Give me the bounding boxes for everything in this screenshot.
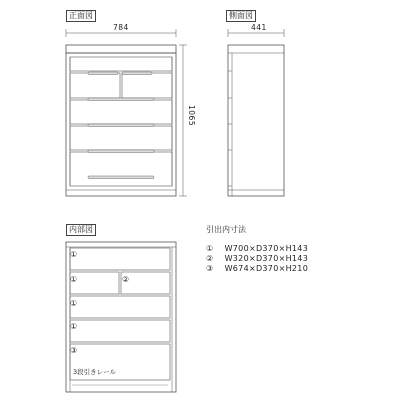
drawer-mark: ② [122, 275, 130, 284]
front-height-dimension: 1065 [187, 105, 196, 127]
drawer-spec-row [206, 256, 308, 275]
drawer-spec-mark: ② [206, 254, 214, 263]
front-width-dimension: 784 [113, 23, 129, 32]
drawer-spec-mark: ① [206, 244, 214, 253]
side-view-label: 側面図 [226, 10, 256, 22]
drawer-mark: ① [70, 275, 78, 284]
rail-note: 3段引きレール [73, 368, 117, 376]
drawer-mark: ① [70, 250, 78, 259]
drawer-spec-text: W320×D370×H143 [224, 254, 309, 263]
interior-view-label: 内部図 [66, 224, 96, 236]
drawer-mark: ① [70, 322, 78, 331]
side-view-drawing [228, 29, 284, 196]
drawer-spec-mark: ③ [206, 264, 214, 273]
front-view-label: 正面図 [66, 10, 96, 22]
drawer-spec-text: W700×D370×H143 [224, 244, 309, 253]
drawer-specs-title: 引出内寸法 [206, 225, 246, 234]
drawer-mark: ① [70, 299, 78, 308]
drawer-mark: ③ [70, 346, 78, 355]
drawer-spec-text: W674×D370×H210 [224, 264, 309, 273]
side-depth-dimension: 441 [251, 23, 267, 32]
front-view-drawing [66, 29, 187, 196]
